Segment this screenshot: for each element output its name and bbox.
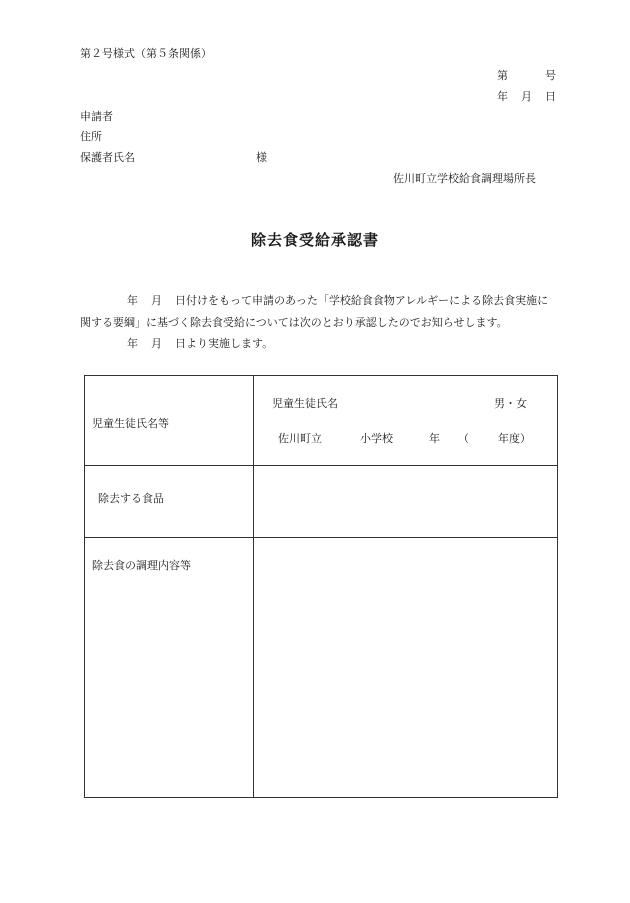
student-info-label: 児童生徒氏名等 (92, 417, 169, 430)
grade-label: 年 (429, 432, 440, 445)
doc-number-suffix: 号 (545, 69, 556, 82)
applicant-label: 申請者 (80, 110, 113, 123)
school-type-label: 小学校 (360, 432, 393, 445)
start-date-year: 年 (127, 337, 138, 350)
doc-number-prefix: 第 (497, 69, 508, 82)
form-number: 第２号様式（第５条関係） (80, 47, 212, 60)
column-divider (253, 376, 254, 797)
cooking-details-label: 除去食の調理内容等 (92, 559, 191, 572)
issuer: 佐川町立学校給食調理場所長 (393, 172, 536, 185)
start-date-text: 日より実施します。 (175, 337, 274, 350)
town-label: 佐川町立 (278, 432, 322, 445)
body-date-year: 年 (127, 294, 138, 307)
date-month: 月 (521, 90, 532, 103)
start-date-month: 月 (151, 337, 162, 350)
guardian-name-label: 保護者氏名 (80, 151, 135, 164)
gender-field: 男・女 (494, 397, 527, 410)
address-label: 住所 (80, 130, 102, 143)
row-divider-1 (85, 465, 557, 466)
honorific: 様 (256, 151, 267, 164)
date-day: 日 (545, 90, 556, 103)
approval-table (84, 375, 558, 798)
body-text-line2: 関する要綱」に基づく除去食受給については次のとおり承認したのでお知らせします。 (80, 316, 508, 329)
removed-foods-label: 除去する食品 (98, 492, 164, 505)
student-name-label: 児童生徒氏名 (272, 397, 338, 410)
body-text-line1: 日付けをもって申請のあった「学校給食食物アレルギーによる除去食実施に (175, 294, 549, 307)
fiscal-open: （ (458, 432, 469, 445)
body-date-month: 月 (151, 294, 162, 307)
row-divider-2 (85, 537, 557, 538)
fiscal-year-label: 年度） (498, 432, 531, 445)
date-year: 年 (497, 90, 508, 103)
document-title: 除去食受給承認書 (250, 231, 379, 249)
